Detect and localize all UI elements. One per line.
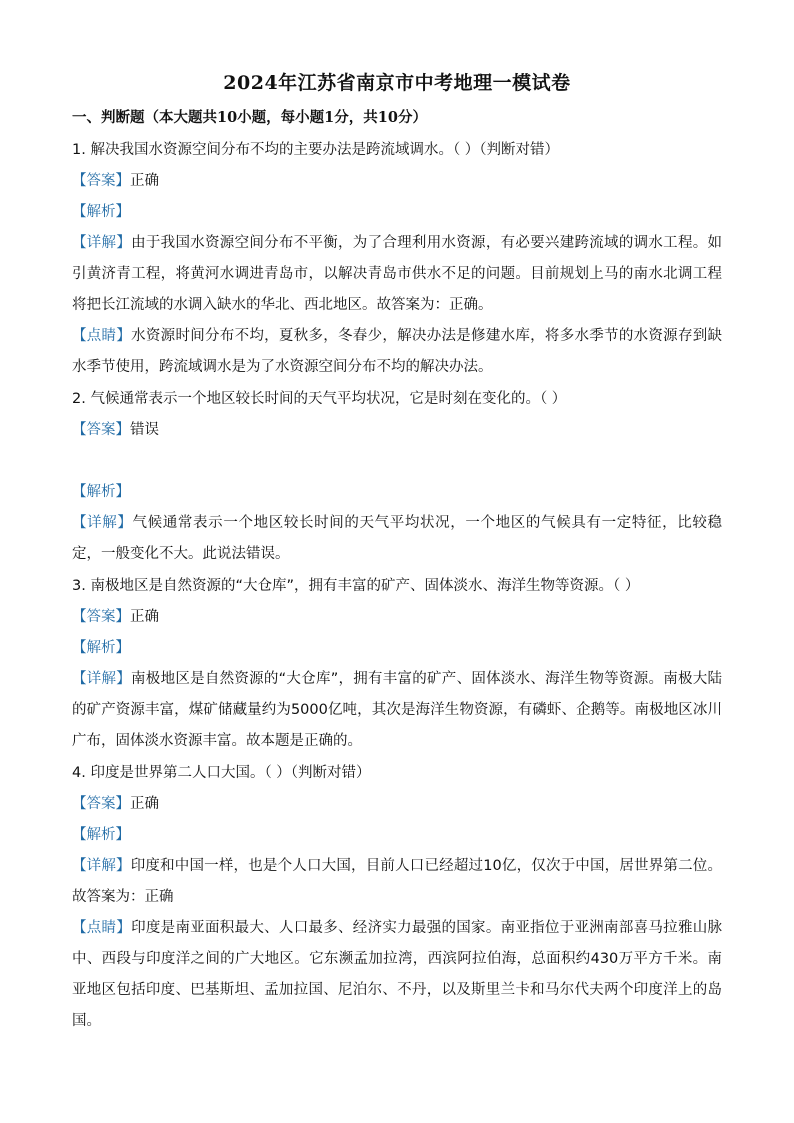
detail-label: 【详解】 xyxy=(72,858,131,874)
detail-3-text: 南极地区是自然资源的“大仓库”，拥有丰富的矿产、固体淡水、海洋生物等资源。南极大陆的矿产资源丰富，煤矿储藏量约为5000亿吨，其次是海洋生物资源，有磷虾、企鹅等。南极地区冰川广布，固体淡水资源丰富。故本题是正确的。 xyxy=(72,671,722,749)
detail-1 xyxy=(72,228,722,321)
comment-label: 【点睛】 xyxy=(72,920,132,936)
detail-2 xyxy=(72,508,722,570)
answer-label: 【答案】 xyxy=(72,173,130,189)
answer-1 xyxy=(72,171,159,191)
detail-1-text: 由于我国水资源空间分布不平衡，为了合理利用水资源，有必要兴建跨流域的调水工程。如引黄济青工程，将黄河水调进青岛市，以解决青岛市供水不足的问题。目前规划上马的南水北调工程将把长江流域的水调入缺水的华北、西北地区。故答案为：正确。 xyxy=(72,235,723,313)
analysis-label-1 xyxy=(72,202,130,222)
detail-4-text: 印度和中国一样，也是个人口大国，目前人口已经超过10亿，仅次于中国，居世界第二位。故答案为：正确 xyxy=(72,858,722,905)
analysis-label: 【解析】 xyxy=(72,204,130,220)
detail-label: 【详解】 xyxy=(72,235,132,251)
answer-4 xyxy=(72,794,159,814)
comment-1 xyxy=(72,321,722,383)
answer-3-value: 正确 xyxy=(130,609,159,625)
question-4: 4. 印度是世界第二人口大国。（ ）（判断对错） xyxy=(72,765,371,781)
detail-3 xyxy=(72,664,722,757)
answer-3 xyxy=(72,607,159,627)
comment-label: 【点睛】 xyxy=(72,328,132,344)
question-2: 2. 气候通常表示一个地区较长时间的天气平均状况，它是时刻在变化的。（ ） xyxy=(72,391,567,407)
analysis-label-2 xyxy=(72,482,130,502)
analysis-label: 【解析】 xyxy=(72,827,130,843)
answer-2 xyxy=(72,420,159,440)
comment-1-text: 水资源时间分布不均，夏秋多，冬春少，解决办法是修建水库，将多水季节的水资源存到缺水季节使用，跨流域调水是为了水资源空间分布不均的解决办法。 xyxy=(72,328,723,375)
page-title: 2024年江苏省南京市中考地理一模试卷 xyxy=(223,72,571,94)
analysis-label-4 xyxy=(72,825,130,845)
detail-4 xyxy=(72,851,722,913)
analysis-label: 【解析】 xyxy=(72,484,130,500)
detail-label: 【详解】 xyxy=(72,671,132,687)
answer-label: 【答案】 xyxy=(72,609,130,625)
answer-1-value: 正确 xyxy=(130,173,159,189)
analysis-label: 【解析】 xyxy=(72,640,130,656)
question-3: 3. 南极地区是自然资源的“大仓库”，拥有丰富的矿产、固体淡水、海洋生物等资源。（ ） xyxy=(72,578,640,594)
analysis-label-3 xyxy=(72,638,130,658)
comment-4-text: 印度是南亚面积最大、人口最多、经济实力最强的国家。南亚指位于亚洲南部喜马拉雅山脉中、西段与印度洋之间的广大地区。它东濒孟加拉湾，西滨阿拉伯海，总面积约430万平方千米。南亚地区包括印度、巴基斯坦、孟加拉国、尼泊尔、不丹，以及斯里兰卡和马尔代夫两个印度洋上的岛国。 xyxy=(72,920,723,1029)
detail-label: 【详解】 xyxy=(72,515,133,531)
question-1: 1. 解决我国水资源空间分布不均的主要办法是跨流域调水。（ ）（判断对错） xyxy=(72,142,560,158)
answer-label: 【答案】 xyxy=(72,796,130,812)
comment-4 xyxy=(72,913,722,1037)
detail-2-text: 气候通常表示一个地区较长时间的天气平均状况，一个地区的气候具有一定特征，比较稳定，一般变化不大。此说法错误。 xyxy=(72,515,723,562)
answer-4-value: 正确 xyxy=(130,796,159,812)
answer-label: 【答案】 xyxy=(72,422,130,438)
section-heading: 一、判断题（本大题共10小题，每小题1分，共10分） xyxy=(72,109,427,126)
answer-2-value: 错误 xyxy=(130,422,159,438)
